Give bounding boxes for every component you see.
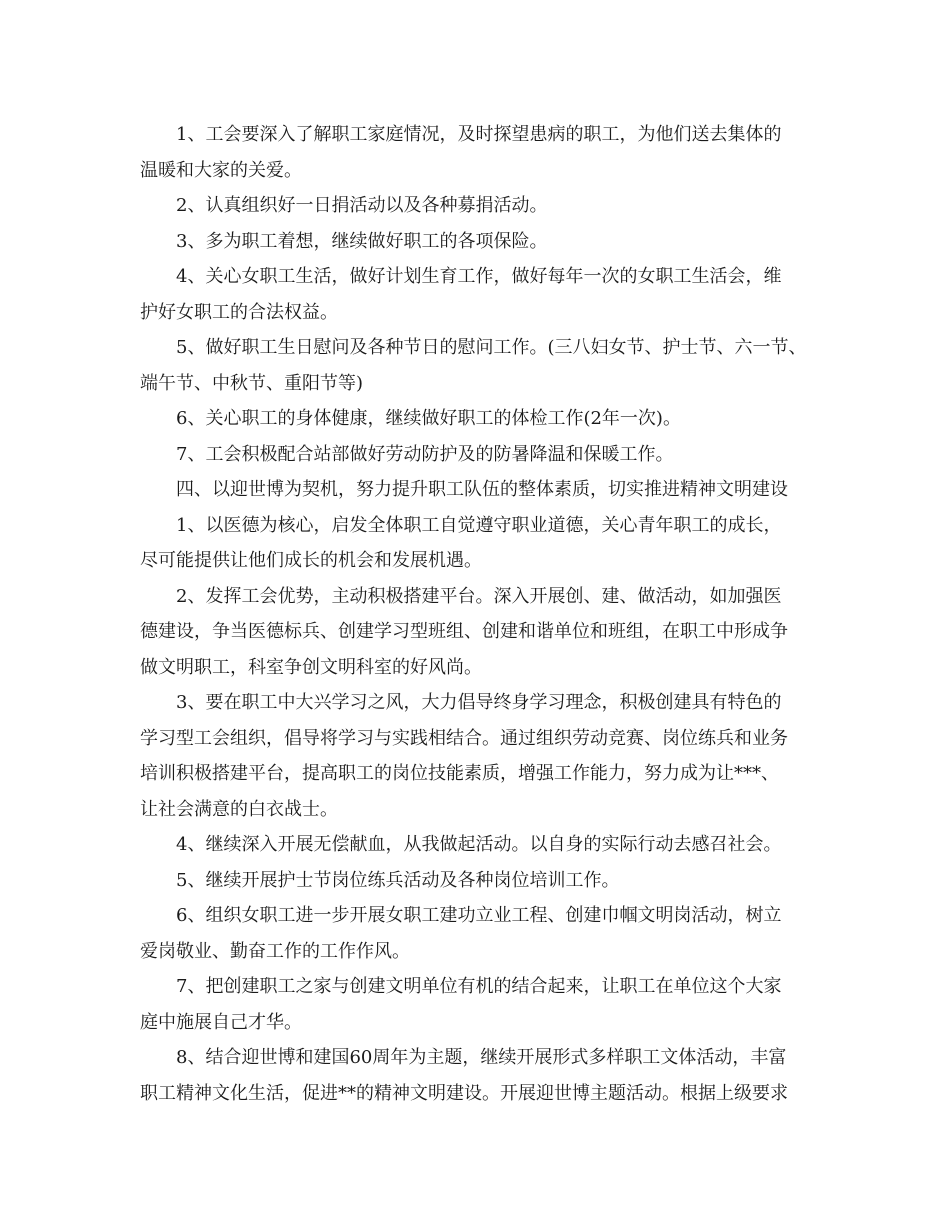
paragraph — [140, 401, 830, 437]
paragraph-line: 3、多为职工着想，继续做好职工的各项保险。 — [176, 230, 548, 252]
paragraph-line: 1、以医德为核心，启发全体职工自觉遵守职业道德，关心青年职工的成长， — [176, 514, 782, 536]
paragraph — [140, 863, 830, 899]
paragraph — [140, 1040, 830, 1111]
paragraph — [140, 508, 830, 579]
paragraph — [140, 224, 830, 260]
paragraph-line: 4、继续深入开展无偿献血，从我做起活动。以自身的实际行动去感召社会。 — [176, 834, 782, 855]
paragraph-line: 端午节、中秋节、重阳节等) — [140, 372, 364, 394]
paragraph — [140, 898, 830, 969]
paragraph-line: 温暖和大家的关爱。 — [140, 159, 302, 181]
document-body — [140, 117, 830, 1111]
paragraph — [140, 437, 830, 473]
paragraph-line: 2、发挥工会优势，主动积极搭建平台。深入开展创、建、做活动，如加强医 — [176, 585, 782, 607]
section-heading — [140, 472, 830, 508]
paragraph-line: 护好女职工的合法权益。 — [140, 301, 338, 323]
paragraph — [140, 188, 830, 224]
paragraph-line: 1、工会要深入了解职工家庭情况，及时探望患病的职工，为他们送去集体的 — [176, 124, 782, 145]
paragraph-line: 6、关心职工的身体健康，继续做好职工的体检工作(2年一次)。 — [176, 408, 681, 429]
paragraph-line: 尽可能提供让他们成长的机会和发展机遇。 — [140, 550, 482, 571]
paragraph — [140, 579, 830, 686]
paragraph-line: 让社会满意的白衣战士。 — [140, 798, 338, 820]
paragraph-line: 2、认真组织好一日捐活动以及各种募捐活动。 — [176, 195, 548, 216]
paragraph — [140, 330, 830, 401]
paragraph — [140, 969, 830, 1040]
paragraph-line: 爱岗敬业、勤奋工作的工作作风。 — [140, 940, 410, 962]
paragraph — [140, 259, 830, 330]
paragraph-line: 7、把创建职工之家与创建文明单位有机的结合起来，让职工在单位这个大家 — [176, 976, 782, 997]
paragraph-line: 3、要在职工中大兴学习之风，大力倡导终身学习理念，积极创建具有特色的 — [176, 692, 782, 713]
paragraph-line: 职工精神文化生活，促进**的精神文明建设。开展迎世博主题活动。根据上级要求 — [140, 1082, 788, 1104]
paragraph-line: 培训积极搭建平台，提高职工的岗位技能素质，增强工作能力，努力成为让***、 — [140, 763, 779, 784]
paragraph-line: 6、组织女职工进一步开展女职工建功立业工程、创建巾帼文明岗活动，树立 — [176, 905, 782, 926]
paragraph — [140, 117, 830, 188]
paragraph-line: 庭中施展自己才华。 — [140, 1011, 302, 1033]
paragraph-line: 学习型工会组织，倡导将学习与实践相结合。通过组织劳动竞赛、岗位练兵和业务 — [140, 727, 788, 749]
paragraph-line: 四、以迎世博为契机，努力提升职工队伍的整体素质，切实推进精神文明建设 — [176, 479, 788, 500]
paragraph-line: 5、继续开展护士节岗位练兵活动及各种岗位培训工作。 — [176, 869, 620, 891]
paragraph-line: 7、工会积极配合站部做好劳动防护及的防暑降温和保暖工作。 — [176, 443, 674, 465]
paragraph-line: 德建设，争当医德标兵、创建学习型班组、创建和谐单位和班组，在职工中形成争 — [140, 621, 788, 642]
paragraph — [140, 827, 830, 863]
paragraph-line: 8、结合迎世博和建国60周年为主题，继续开展形式多样职工文体活动，丰富 — [176, 1047, 787, 1068]
paragraph-line: 4、关心女职工生活，做好计划生育工作，做好每年一次的女职工生活会，维 — [176, 266, 782, 287]
paragraph — [140, 685, 830, 827]
paragraph-line: 做文明职工，科室争创文明科室的好风尚。 — [140, 656, 482, 678]
paragraph-line: 5、做好职工生日慰问及各种节日的慰问工作。(三八妇女节、护士节、六一节、 — [176, 337, 807, 358]
